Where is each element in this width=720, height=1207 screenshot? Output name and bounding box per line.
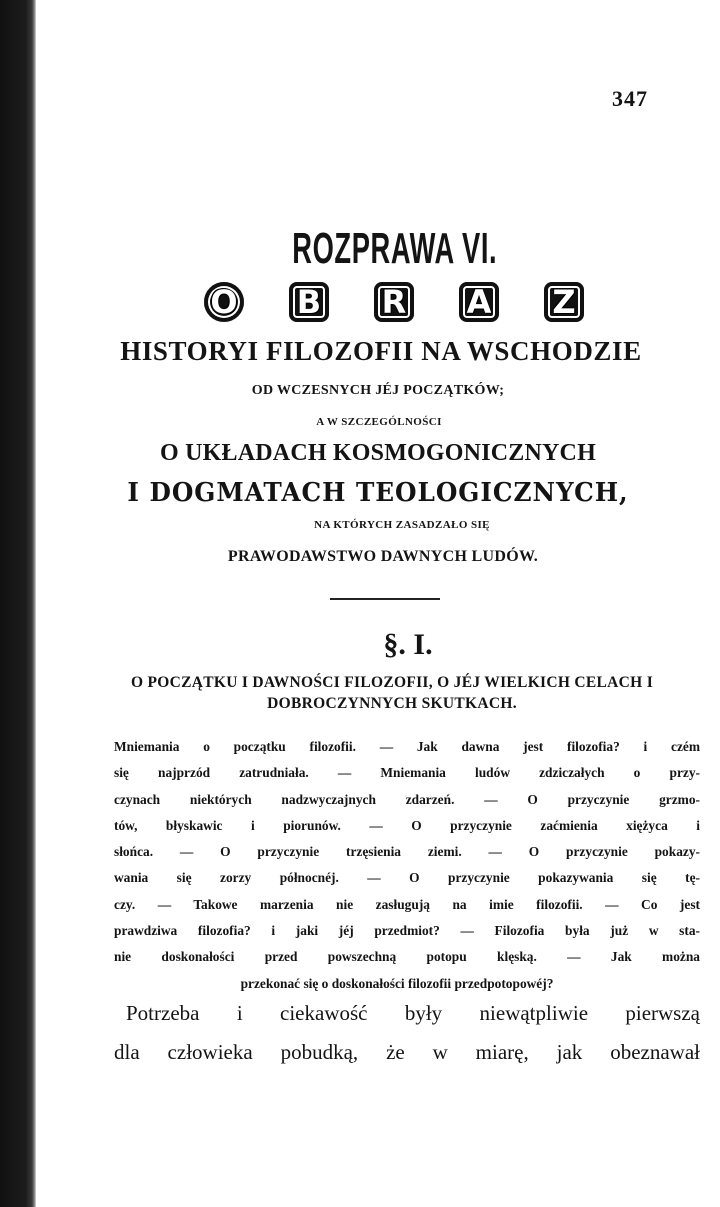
summary-line: przekonać się o doskonałości filozofii przedpotopowéj? [240, 975, 554, 991]
section-title: O POCZĄTKU I DAWNOŚCI FILOZOFII, O JÉJ WIELKICH CELACH I DOBROCZYNNYCH SKUTKACH. [130, 674, 654, 712]
book-spine-shadow [0, 0, 36, 1207]
body-line: dla człowieka pobudką, że w miarę, jak obeznawał [114, 1040, 700, 1064]
heading-line: NA KTÓRYCH ZASADZAŁO SIĘ [314, 519, 490, 531]
heading-line: HISTORYI FILOZOFII NA WSCHODZIE [120, 336, 642, 366]
section-summary [114, 734, 700, 997]
summary-line: prawdziwa filozofia? i jaki jéj przedmiot? — Filozofia była już w sta- [114, 923, 700, 939]
divider-rule [330, 598, 440, 600]
summary-line: czy. — Takowe marzenia nie zasługują na imie filozofii. — Co jest [114, 896, 700, 912]
summary-line: się najprzód zatrudniała. — Mniemania ludów zdziczałych o przy- [114, 765, 700, 781]
summary-line: Mniemania o początku filozofii. — Jak dawna jest filozofia? i czém [114, 739, 700, 754]
summary-line: czynach niektórych nadzwyczajnych zdarzeń. — O przyczynie grzmo- [114, 791, 700, 807]
summary-line: nie doskonałości przed powszechną potopu klęską. — Jak można [114, 949, 700, 965]
heading-line: I DOGMATACH TEOLOGICZNYCH, [127, 478, 629, 508]
ornamental-letter: O [204, 282, 244, 322]
body-text [114, 994, 700, 1072]
ornamental-letter: A [459, 282, 499, 322]
heading-line: A W SZCZEGÓLNOŚCI [316, 416, 442, 428]
summary-line: tów, błyskawic i piorunów. — O przyczynie zaćmienia xiężyca i [114, 817, 700, 833]
summary-line: wania się zorzy północnéj. — O przyczynie pokazywania się tę- [114, 870, 700, 886]
page-number: 347 [612, 86, 648, 111]
treatise-title: ROZPRAWA VI. [292, 224, 498, 273]
ornamental-letter: R [374, 282, 414, 322]
ornamental-letter: Z [544, 282, 584, 322]
heading-line: PRAWODAWSTWO DAWNYCH LUDÓW. [227, 548, 539, 565]
heading-line: O UKŁADACH KOSMOGONICZNYCH [160, 440, 596, 466]
body-line: Potrzeba i ciekawość były niewątpliwie pierwszą [126, 1001, 700, 1025]
ornamental-letter: B [289, 282, 329, 322]
summary-line: słońca. — O przyczynie trzęsienia ziemi. — O przyczynie pokazy- [114, 844, 700, 860]
book-page [36, 0, 720, 1207]
ornamental-title-obraz [204, 282, 584, 322]
section-mark: §. I. [383, 628, 433, 661]
heading-line: OD WCZESNYCH JÉJ POCZĄTKÓW; [251, 383, 505, 398]
